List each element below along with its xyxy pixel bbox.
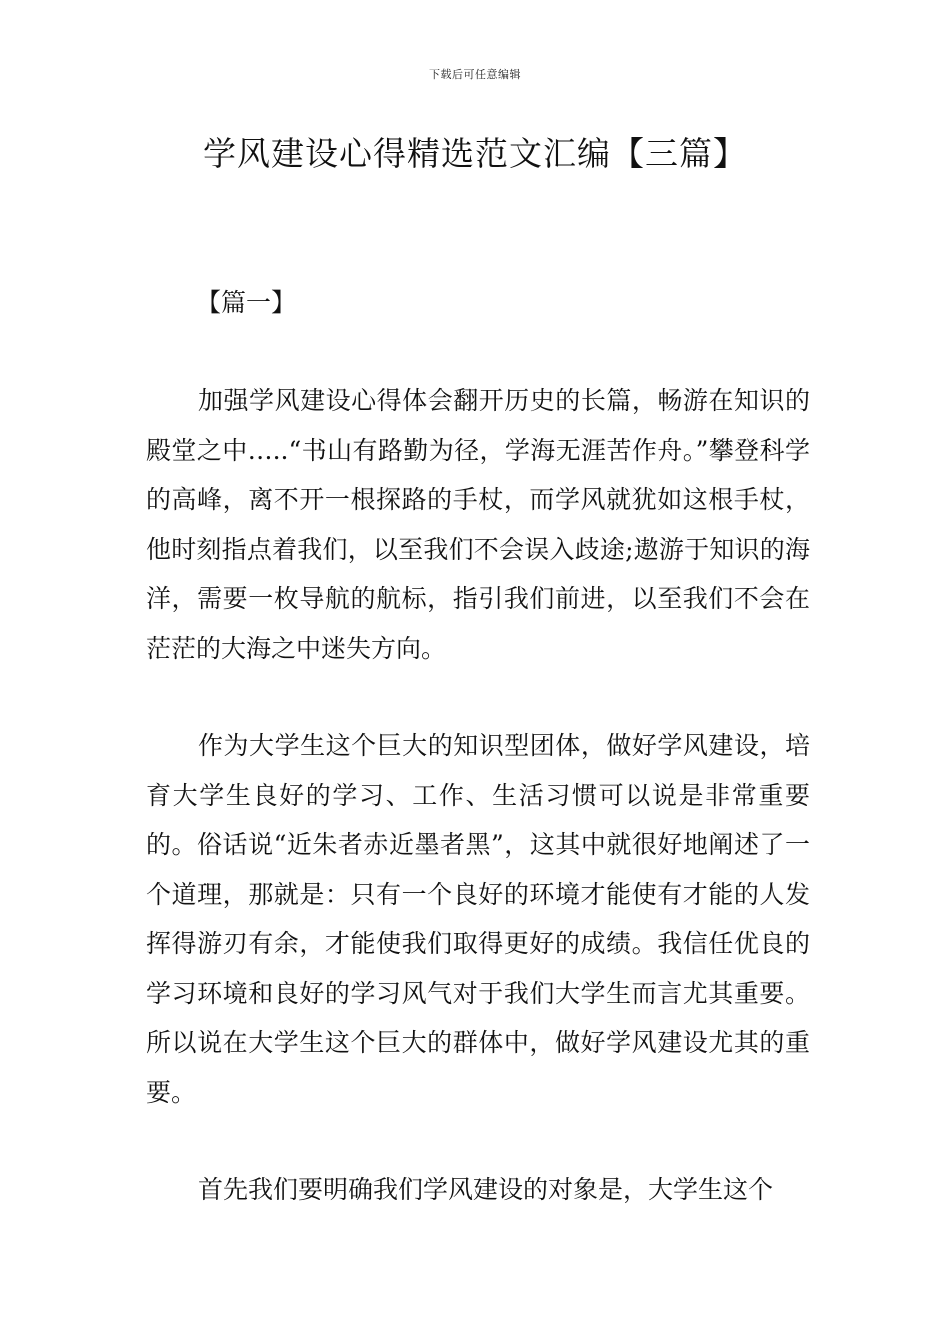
document-title: 学风建设心得精选范文汇编【三篇】 xyxy=(203,134,747,173)
paragraph-2: 作为大学生这个巨大的知识型团体，做好学风建设，培育大学生良好的学习、工作、生活习惯可以说是非常重要的。俗话说“近朱者赤近墨者黑”，这其中就很好地阐述了一个道理，那就是：只有一个良好的环境才能使有才能的人发挥得游刃有余，才能使我们取得更好的成绩。我信任优良的学习环境和良好的学习风气对于我们大学生而言尤其重要。所以说在大学生这个巨大的群体中，做好学风建设尤其的重要。 xyxy=(146,731,810,1107)
section-label: 【篇一】 xyxy=(196,288,297,317)
header-note: 下载后可任意编辑 xyxy=(429,68,521,81)
paragraph-3: 首先我们要明确我们学风建设的对象是，大学生这个 xyxy=(198,1175,774,1204)
paragraph-1: 加强学风建设心得体会翻开历史的长篇，畅游在知识的殿堂之中…..“书山有路勤为径，学海无涯苦作舟。”攀登科学的高峰，离不开一根探路的手杖，而学风就犹如这根手杖，他时刻指点着我们，以至我们不会误入歧途;遨游于知识的海洋，需要一枚导航的航标，指引我们前进，以至我们不会在茫茫的大海之中迷失方向。 xyxy=(146,386,810,663)
